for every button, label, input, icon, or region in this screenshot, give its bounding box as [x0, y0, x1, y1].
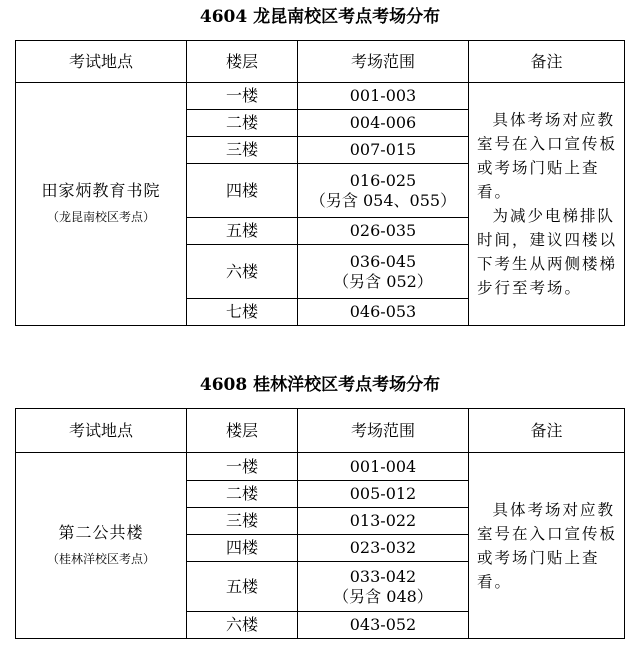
header-floor: 楼层 [187, 41, 298, 83]
range-cell: 023-032 [298, 535, 469, 562]
range-primary: 033-042 [349, 566, 417, 586]
location-subtitle: （桂林洋校区考点） [46, 551, 155, 566]
range-cell: 013-022 [298, 508, 469, 535]
table-title: 4608 桂林洋校区考点考场分布 [199, 375, 441, 395]
location-name: 第二公共楼 [58, 522, 144, 542]
range-primary: 016-025 [349, 170, 417, 190]
floor-cell: 六楼 [187, 245, 298, 299]
range-cell: 001-003 [298, 83, 469, 110]
floor-cell: 四楼 [187, 164, 298, 218]
header-range: 考场范围 [298, 409, 469, 453]
floor-cell: 三楼 [187, 508, 298, 535]
floor-cell: 一楼 [187, 83, 298, 110]
range-cell [298, 164, 469, 218]
range-cell: 043-052 [298, 612, 469, 639]
location-cell [16, 83, 187, 326]
header-range: 考场范围 [298, 41, 469, 83]
location-name: 田家炳教育书院 [41, 181, 161, 200]
floor-cell: 四楼 [187, 535, 298, 562]
floor-cell: 五楼 [187, 562, 298, 612]
range-cell [298, 562, 469, 612]
exam-room-table [15, 40, 625, 326]
note-paragraph: 为减少电梯排队时间，建议四楼以下考生从两侧楼梯步行至考场。 [477, 207, 618, 297]
range-cell: 001-004 [298, 453, 469, 481]
header-floor: 楼层 [187, 409, 298, 453]
table-row [16, 453, 625, 481]
note-paragraph: 具体考场对应教室号在入口宣传板或考场门贴上查看。 [477, 111, 618, 201]
location-cell [16, 453, 187, 639]
range-extra: （另含 054、055） [309, 190, 457, 210]
range-cell: 004-006 [298, 110, 469, 137]
range-extra: （另含 052） [333, 271, 433, 291]
header-location: 考试地点 [16, 41, 187, 83]
range-extra: （另含 048） [333, 586, 433, 606]
range-cell: 046-053 [298, 299, 469, 326]
range-cell: 007-015 [298, 137, 469, 164]
floor-cell: 六楼 [187, 612, 298, 639]
note-cell [469, 83, 625, 326]
note-cell [469, 453, 625, 639]
floor-cell: 七楼 [187, 299, 298, 326]
floor-cell: 三楼 [187, 137, 298, 164]
table-row [16, 83, 625, 110]
header-note: 备注 [469, 41, 625, 83]
header-row [16, 41, 625, 83]
range-cell: 026-035 [298, 218, 469, 245]
header-note: 备注 [469, 409, 625, 453]
exam-room-table [15, 408, 625, 639]
floor-cell: 一楼 [187, 453, 298, 481]
note-paragraph: 具体考场对应教室号在入口宣传板或考场门贴上查看。 [477, 500, 618, 591]
table-title: 4604 龙昆南校区考点考场分布 [199, 7, 441, 27]
header-row [16, 409, 625, 453]
floor-cell: 二楼 [187, 481, 298, 508]
range-cell [298, 245, 469, 299]
floor-cell: 五楼 [187, 218, 298, 245]
range-primary: 036-045 [349, 251, 417, 271]
location-subtitle: （龙昆南校区考点） [46, 210, 155, 224]
floor-cell: 二楼 [187, 110, 298, 137]
header-location: 考试地点 [16, 409, 187, 453]
range-cell: 005-012 [298, 481, 469, 508]
